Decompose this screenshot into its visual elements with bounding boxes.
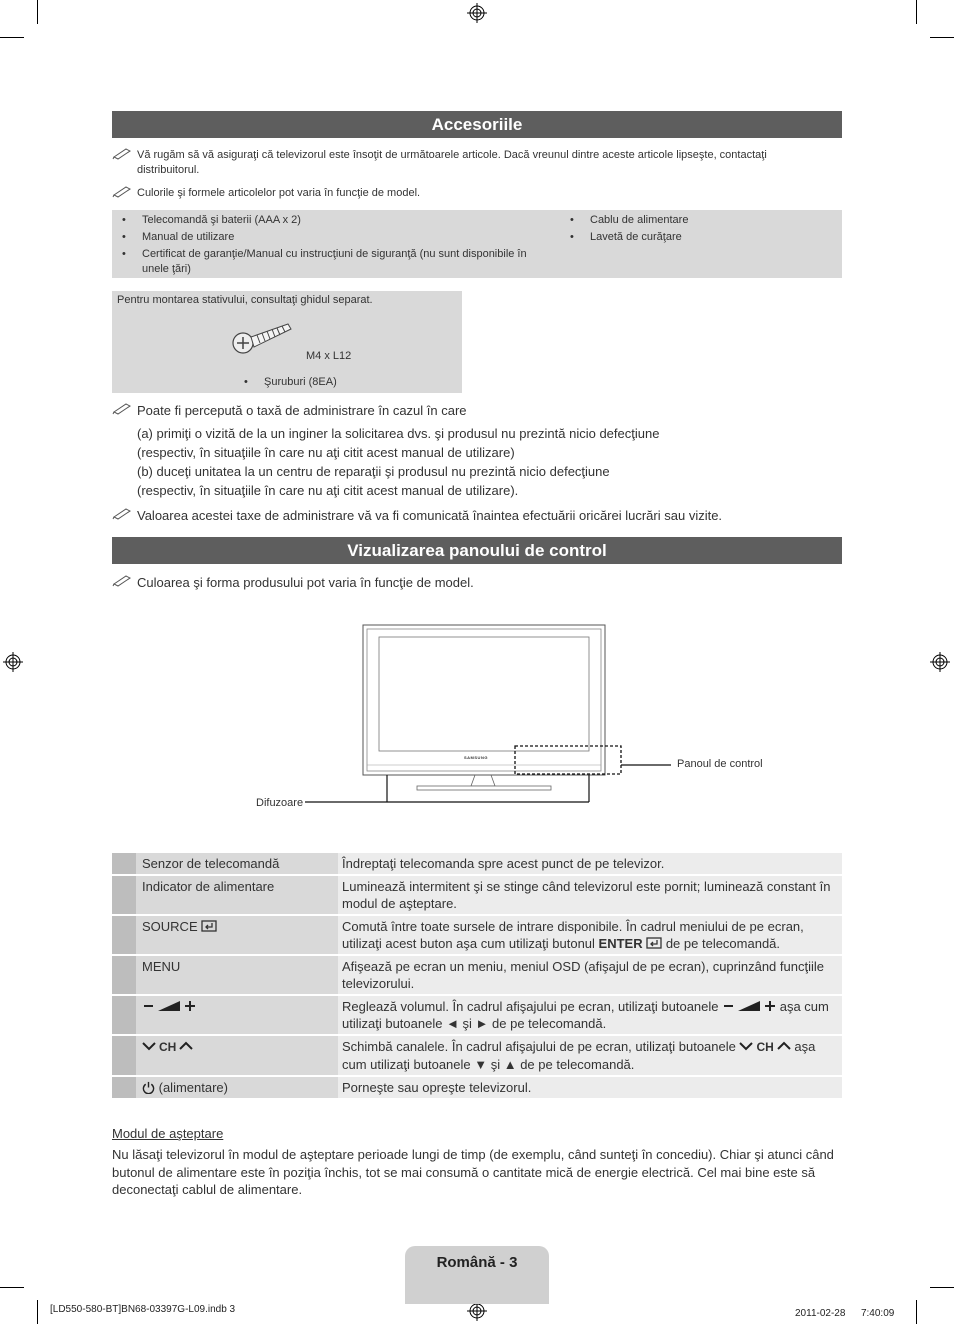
note-text: Culoarea şi forma produsului pot varia în funcţie de model.: [137, 575, 474, 590]
control-name: Senzor de telecomandă: [136, 853, 338, 874]
table-row: [112, 956, 842, 994]
list-item: • Telecomandă şi baterii (AAA x 2): [112, 213, 552, 228]
chevron-down-icon: [739, 1041, 753, 1051]
standby-heading: Modul de aşteptare: [112, 1126, 224, 1141]
note-text: Vă rugăm să vă asiguraţi că televizorul este însoţit de următoarele articole. Dacă vreunul dintre aceste articole lipseşte, contactaţi distribuitorul.: [137, 149, 767, 176]
registration-mark-icon: [3, 652, 23, 672]
accessories-list-right: [560, 213, 830, 247]
control-desc: Luminează intermitent şi se stinge când televizorul este pornit; luminează constant în modul de aşteptare.: [338, 876, 842, 914]
brand-logo: SAMSUNG: [464, 755, 488, 760]
control-desc: Afişează pe ecran un meniu, meniul OSD (afişajul de pe ecran), cuprinzând funcţiile televizorului.: [338, 956, 842, 994]
section-title-control-panel: Vizualizarea panoului de control: [112, 537, 842, 564]
fee-line: (b) duceţi unitatea la un centru de reparaţii şi produsul nu prezintă nicio defecţiune: [137, 464, 610, 479]
page-number-tab: Română - 3: [405, 1246, 549, 1304]
control-desc: Comută între toate sursele de intrare disponibile. În cadrul meniului de pe ecran, utilizaţi acest buton aşa cum utilizaţi butonul ENTER de pe telecomandă.: [338, 916, 842, 954]
table-row: [112, 853, 842, 874]
table-row: [112, 1036, 842, 1075]
table-row: [112, 1077, 842, 1098]
pencil-note-icon: [112, 573, 134, 587]
screw-size-label: M4 x L12: [306, 350, 352, 362]
pencil-note-icon: [112, 146, 134, 160]
crop-mark: [930, 1287, 954, 1288]
accessories-list-left: [112, 213, 552, 279]
fee-line: (respectiv, în situaţiile în care nu aţi citit acest manual de utilizare).: [137, 483, 519, 498]
fee-note: [112, 508, 832, 524]
print-slug-left: [LD550-580-BT]BN68-03397G-L09.indb 3: [50, 1304, 236, 1315]
speakers-label: Difuzoare: [256, 797, 304, 809]
chevron-up-icon: [179, 1041, 193, 1051]
control-name: [136, 916, 338, 954]
note-text: Culorile şi formele articolelor pot varia în funcţie de model.: [137, 187, 421, 199]
control-panel-table: [112, 851, 842, 1100]
list-item: • Lavetă de curăţare: [560, 230, 830, 245]
enter-icon: [646, 937, 662, 949]
note: [112, 186, 822, 201]
note-text: Valoarea acestei taxe de administrare vă va fi comunicată înaintea efectuării oricărei lucrări sau vizite.: [137, 508, 723, 523]
crop-mark: [916, 0, 917, 24]
registration-mark-icon: [467, 3, 487, 23]
control-name: MENU: [136, 956, 338, 994]
list-item: • Şuruburi (8EA): [234, 375, 434, 390]
table-row: [112, 916, 842, 954]
print-slug-right: 2011-02-28 7:40:09: [795, 1308, 895, 1319]
crop-mark: [0, 1287, 24, 1288]
note: [112, 148, 822, 178]
crop-mark: [930, 37, 954, 38]
table-row: [112, 876, 842, 914]
registration-mark-icon: [467, 1301, 487, 1321]
list-item: • Certificat de garanţie/Manual cu instrucţiuni de siguranţă (nu sunt disponibile în unele ţări): [112, 247, 552, 277]
control-desc: Porneşte sau opreşte televizorul.: [338, 1077, 842, 1098]
note-text: Poate fi percepută o taxă de administrare în cazul în care: [137, 403, 467, 418]
standby-text: Nu lăsaţi televizorul în modul de aşteptare perioade lungi de timp (de exemplu, când sunteţi în concediu). Chiar şi atunci când butonul de alimentare este în poziţia închis, tot se mai consumă o cantitate mică de energie electrică. Cel mai bine este să deconectaţi cablul de alimentare.: [112, 1147, 834, 1197]
table-row: [112, 996, 842, 1034]
list-item: • Manual de utilizare: [112, 230, 552, 245]
stand-list: [234, 375, 434, 392]
control-desc: Schimbă canalele. În cadrul afişajului de pe ecran, utilizaţi butoanele CH aşa cum utilizaţi butoanele ▼ şi ▲ de pe telecomandă.: [338, 1036, 842, 1075]
fee-note: [112, 403, 822, 419]
control-name: Indicator de alimentare: [136, 876, 338, 914]
note: [112, 575, 822, 591]
power-icon: [142, 1081, 155, 1094]
control-desc: Îndreptaţi telecomanda spre acest punct de pe televizor.: [338, 853, 842, 874]
section-title-accessories: Accesoriile: [112, 111, 842, 138]
crop-mark: [0, 37, 24, 38]
pencil-note-icon: [112, 401, 134, 415]
pencil-note-icon: [112, 506, 134, 520]
pencil-note-icon: [112, 184, 134, 198]
stand-note: Pentru montarea stativului, consultaţi ghidul separat.: [117, 294, 373, 306]
control-panel-label: Panoul de control: [677, 758, 763, 770]
fee-line: (respectiv, în situaţiile în care nu aţi citit acest manual de utilizare): [137, 445, 515, 460]
accessories-list-box: [112, 210, 842, 278]
crop-mark: [916, 1300, 917, 1324]
fee-line: (a) primiţi o vizită de la un inginer la solicitarea dvs. şi produsul nu prezintă nicio defecţiune: [137, 426, 660, 441]
control-name: [136, 996, 338, 1034]
crop-mark: [37, 0, 38, 24]
tv-front-illustration: [250, 620, 770, 820]
fee-conditions: [137, 424, 837, 500]
list-item: • Cablu de alimentare: [560, 213, 830, 228]
screw-icon: [230, 319, 294, 357]
source-enter-icon: [201, 920, 217, 932]
volume-icon: [722, 1000, 776, 1012]
registration-mark-icon: [930, 652, 950, 672]
control-name: CH: [136, 1036, 338, 1075]
volume-icon: [142, 1000, 196, 1012]
stand-screw-box: [112, 291, 462, 393]
chevron-down-icon: [142, 1041, 156, 1051]
source-label: SOURCE: [142, 919, 198, 934]
control-name: (alimentare): [136, 1077, 338, 1098]
crop-mark: [37, 1300, 38, 1324]
control-desc: Reglează volumul. În cadrul afişajului pe ecran, utilizaţi butoanele aşa cum utilizaţi butoanele ◄ şi ► de pe telecomandă.: [338, 996, 842, 1034]
chevron-up-icon: [777, 1041, 791, 1051]
